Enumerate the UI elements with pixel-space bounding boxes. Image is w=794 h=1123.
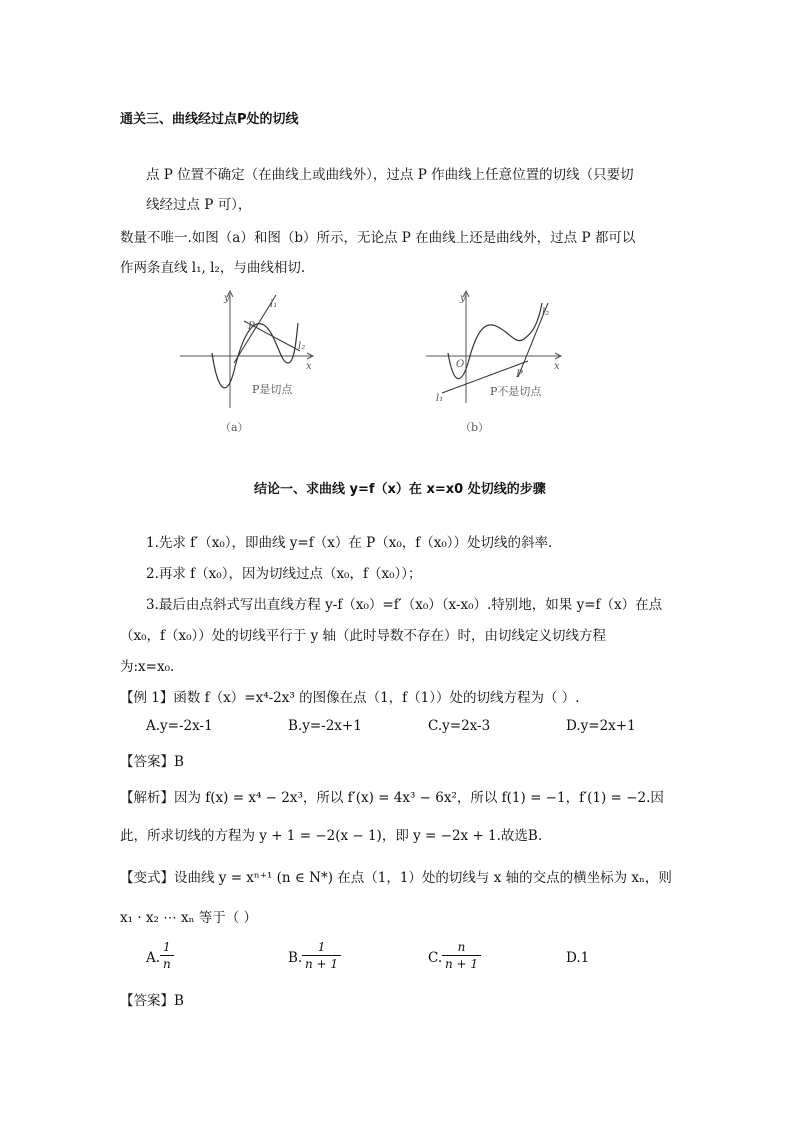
paragraph-line: 数量不唯一.如图（a）和图（b）所示，无论点 P 在曲线上还是曲线外，过点 P 都可以 bbox=[120, 230, 636, 246]
step-3-cont: 为:x=x₀. bbox=[120, 659, 175, 675]
denominator: n + 1 bbox=[305, 957, 339, 971]
l1-label: l₁ bbox=[436, 393, 444, 404]
answer: 【答案】B bbox=[120, 754, 184, 770]
note: P不是切点 bbox=[490, 385, 542, 398]
numerator: 1 bbox=[317, 940, 326, 954]
numerator: n bbox=[457, 940, 466, 954]
paragraph-line: 点 P 位置不确定（在曲线上或曲线外），过点 P 作曲线上任意位置的切线（只要切 bbox=[146, 167, 634, 183]
numerator: 1 bbox=[163, 940, 171, 954]
variant-option-b-fraction bbox=[302, 940, 341, 971]
y-label: y bbox=[224, 293, 230, 304]
analysis-cont: 此，所求切线的方程为 y + 1 = −2(x − 1)，即 y = −2x + 1.故选B. bbox=[120, 828, 543, 844]
x-label: x bbox=[306, 361, 312, 372]
paragraph-line: 作两条直线 l₁, l₂，与曲线相切. bbox=[120, 260, 306, 276]
step-3-cont: （x₀，f（x₀））处的切线平行于 y 轴（此时导数不存在）时，由切线定义切线方程 bbox=[120, 628, 607, 644]
curve bbox=[212, 323, 298, 388]
origin-label: O bbox=[456, 359, 465, 370]
variant-question: 【变式】设曲线 y = xⁿ⁺¹ (n ∈ N*) 在点（1，1）处的切线与 x 轴的交点的横坐标为 xₙ，则 bbox=[120, 870, 672, 886]
l2-label: l₂ bbox=[298, 341, 306, 352]
paragraph-line: 线经过点 P 可）， bbox=[146, 197, 252, 213]
l1-label: l₁ bbox=[270, 299, 278, 310]
conclusion-title: 结论一、求曲线 y=f（x）在 x=x0 处切线的步骤 bbox=[254, 482, 546, 497]
note: P是切点 bbox=[252, 383, 293, 396]
variant-option-c-prefix: C. bbox=[428, 950, 443, 966]
variant-option-c-fraction bbox=[442, 940, 481, 971]
l2-label: l₂ bbox=[542, 307, 550, 318]
variant-option-b-prefix: B. bbox=[288, 950, 303, 966]
denominator: n bbox=[163, 957, 171, 971]
y-label: y bbox=[460, 293, 466, 304]
step-3: 3.最后由点斜式写出直线方程 y-f（x₀）=f′（x₀）（x-x₀）.特别地，如果 y=f（x）在点 bbox=[146, 597, 663, 613]
step-1: 1.先求 f′（x₀），即曲线 y=f（x）在 P（x₀，f（x₀））处切线的斜率. bbox=[146, 535, 553, 551]
section-title: 通关三、曲线经过点P处的切线 bbox=[120, 112, 299, 127]
option-a: A.y=-2x-1 bbox=[146, 718, 213, 734]
p-label: P bbox=[248, 321, 255, 332]
option-d: D.y=2x+1 bbox=[566, 718, 636, 734]
variant-option-a-prefix: A. bbox=[146, 950, 161, 966]
variant-question-cont: x₁ · x₂ ⋯ xₙ 等于（ ） bbox=[120, 910, 258, 926]
variant-answer: 【答案】B bbox=[120, 993, 184, 1009]
x-label: x bbox=[554, 361, 560, 372]
option-c: C.y=2x-3 bbox=[428, 718, 491, 734]
analysis: 【解析】因为 f(x) = x⁴ − 2x³，所以 f′(x) = 4x³ − 6x²，所以 f(1) = −1，f′(1) = −2.因 bbox=[120, 790, 664, 806]
variant-option-d: D.1 bbox=[566, 950, 590, 966]
variant-option-a-fraction bbox=[160, 940, 174, 971]
option-b: B.y=-2x+1 bbox=[288, 718, 362, 734]
p-label: P bbox=[516, 369, 523, 380]
step-2: 2.再求 f（x₀），因为切线过点（x₀，f（x₀））； bbox=[146, 566, 422, 582]
figure-b bbox=[420, 283, 580, 443]
caption: （a） bbox=[220, 421, 249, 434]
denominator: n + 1 bbox=[445, 957, 479, 971]
caption: （b） bbox=[460, 421, 490, 434]
example-question: 【例 1】函数 f（x）=x⁴-2x³ 的图像在点（1，f（1））处的切线方程为（ ）. bbox=[120, 690, 580, 706]
figure-a bbox=[172, 283, 332, 443]
